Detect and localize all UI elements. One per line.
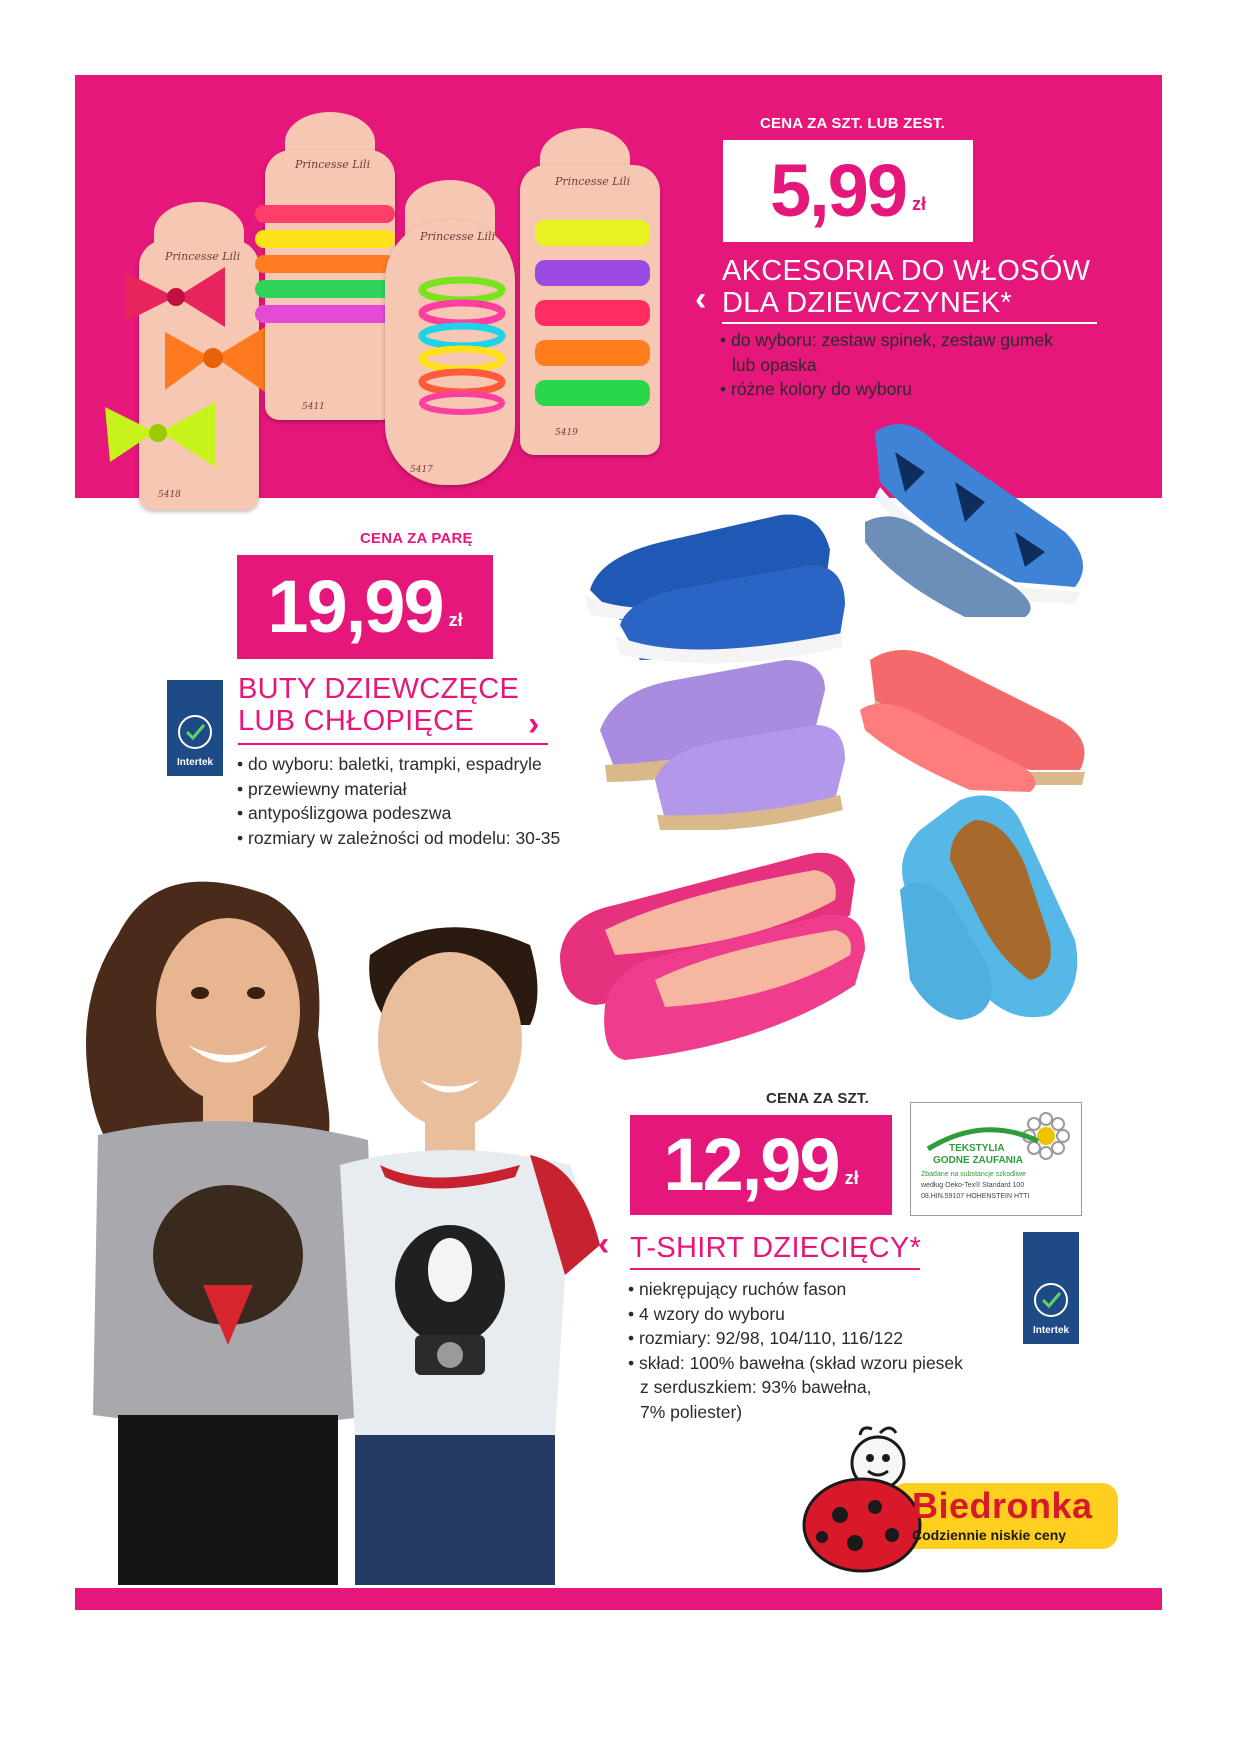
bullet-item: 7% poliester) [640, 1401, 743, 1422]
intertek-badge [167, 680, 223, 776]
card-brand-text: Princesse Lili [555, 175, 631, 188]
card-code: 5419 [555, 428, 578, 438]
oeko-line2: GODNE ZAUFANIA [933, 1155, 1023, 1166]
hair-price: 5,99 [769, 149, 906, 232]
card-code: 5411 [302, 402, 325, 412]
bullet-item: • przewiewny materiał [237, 778, 407, 799]
card-code: 5417 [410, 465, 433, 475]
coral-espadrilles-graphic [860, 640, 1100, 800]
hair-price-currency: zł [912, 193, 927, 214]
bullet-item: lub opaska [732, 354, 817, 375]
oeko-line3: Zbadane na substancje szkodliwe [921, 1171, 1027, 1178]
tshirt-price: 12,99 [663, 1123, 839, 1206]
hair-price-box [723, 140, 973, 242]
bows-graphic [105, 262, 265, 492]
hair-bullets [720, 328, 1053, 402]
card-code: 5418 [158, 490, 181, 500]
tshirt-price-label: CENA ZA SZT. [766, 1090, 869, 1107]
hair-title-line1: AKCESORIA DO WŁOSÓW [722, 255, 1091, 287]
brand-tagline: Codziennie niskie ceny [912, 1527, 1067, 1543]
tshirt-bullets [628, 1277, 963, 1424]
coil-ties-graphic [250, 200, 400, 330]
elastic-bands-graphic [412, 275, 512, 415]
hair-clips-graphic [530, 215, 660, 415]
shoes-bullets [237, 752, 560, 850]
bullet-item: • 4 wzory do wyboru [628, 1303, 785, 1324]
brand-name: Biedronka [912, 1485, 1093, 1526]
tshirt-title-underline [630, 1268, 920, 1270]
shoes-title-underline [238, 743, 548, 745]
tshirt-price-currency: zł [844, 1167, 859, 1188]
card-brand-text: Princesse Lili [420, 230, 496, 243]
oeko-tex-label [910, 1102, 1082, 1216]
hair-title-underline [722, 322, 1097, 324]
blue-sneakers-graphic [580, 495, 850, 665]
bullet-item: • rozmiary: 92/98, 104/110, 116/122 [628, 1328, 903, 1348]
biedronka-logo [800, 1425, 1130, 1575]
blue-ballet-flats-graphic [890, 790, 1110, 1030]
card-brand-text: Princesse Lili [295, 158, 371, 171]
tshirt-price-box [630, 1115, 892, 1215]
shoes-title-line1: BUTY DZIEWCZĘCE [238, 673, 520, 705]
oeko-line1: TEKSTYLIA [949, 1143, 1005, 1154]
ladybug-icon [800, 1425, 930, 1575]
bullet-item: • niekrępujący ruchów fason [628, 1279, 847, 1299]
hair-price-label: CENA ZA SZT. LUB ZEST. [760, 115, 945, 132]
oeko-line4: według Oeko-Tex® Standard 100 [921, 1182, 1025, 1189]
camo-sneakers-graphic [865, 412, 1105, 622]
boy-graphic [330, 915, 630, 1585]
shoes-price-currency: zł [448, 609, 463, 630]
hair-title-line2: DLA DZIEWCZYNEK* [722, 287, 1013, 319]
bullet-item: • do wyboru: baletki, trampki, espadryle [237, 754, 542, 774]
shoes-title-line2: LUB CHŁOPIĘCE [238, 705, 474, 737]
badge-label: Intertek [176, 757, 214, 768]
left-chevron-icon: ‹ [695, 280, 707, 318]
bullet-item: • rozmiary w zależności od modelu: 30-35 [237, 827, 561, 848]
card-brand-text: Princesse Lili [165, 250, 241, 263]
intertek-badge [1023, 1232, 1079, 1344]
oeko-line5: 08.HIN.59107 HOHENSTEIN HTTI [921, 1193, 1030, 1200]
lilac-espadrilles-graphic [595, 650, 845, 830]
shoes-price-box [237, 555, 493, 659]
hair-title [722, 255, 1090, 319]
tshirt-title: T-SHIRT DZIECIĘCY* [630, 1232, 922, 1264]
bullet-item: • różne kolory do wyboru [720, 379, 912, 399]
shoes-price: 19,99 [267, 565, 443, 648]
checkmark-icon [176, 713, 214, 751]
badge-label: Intertek [1032, 1325, 1070, 1336]
left-chevron-icon: ‹ [598, 1225, 610, 1263]
bullet-item: • antypoślizgowa podeszwa [237, 803, 452, 823]
bullet-item: • skład: 100% bawełna (skład wzoru piesek [628, 1352, 963, 1373]
checkmark-icon [1032, 1281, 1070, 1319]
bullet-item: • do wyboru: zestaw spinek, zestaw gumek [720, 330, 1053, 350]
shoes-price-label: CENA ZA PARĘ [360, 530, 473, 547]
right-chevron-icon: › [528, 705, 540, 743]
bottom-pink-bar [75, 1588, 1162, 1610]
shoes-title [238, 673, 519, 737]
bullet-item: z serduszkiem: 93% bawełna, [640, 1377, 872, 1397]
